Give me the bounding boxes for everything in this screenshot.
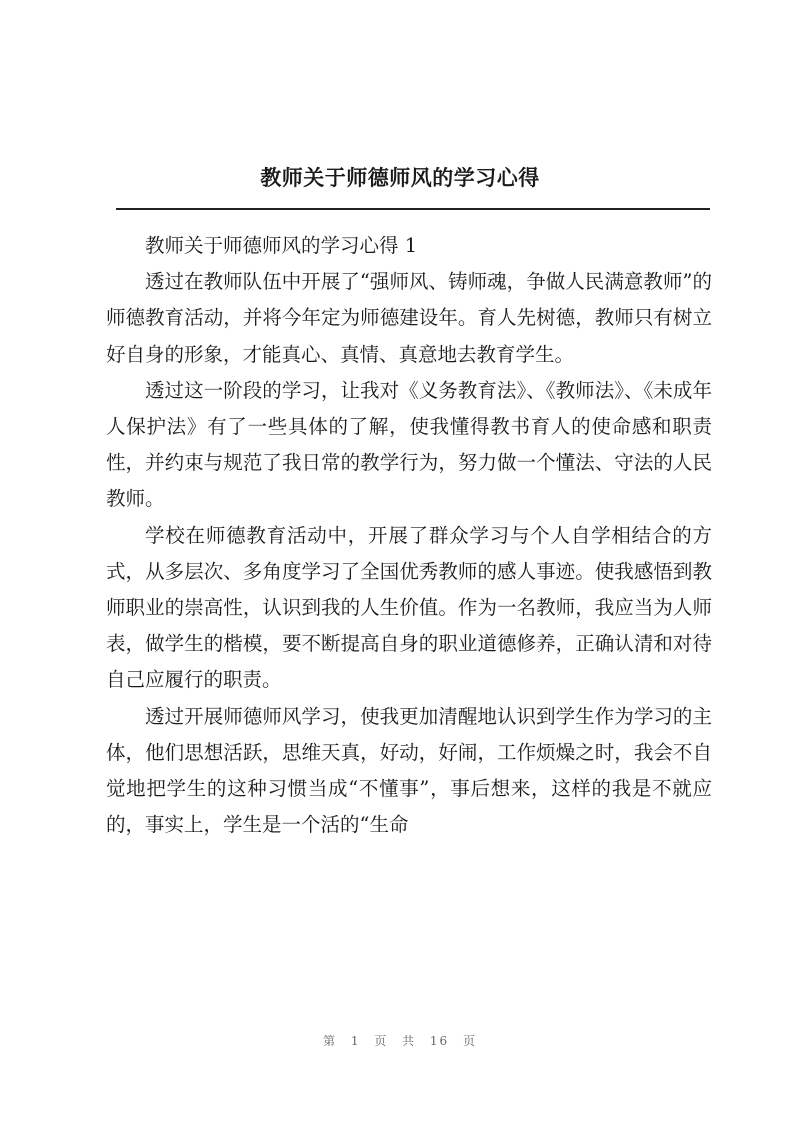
page-number-footer: 第 1 页 共 16 页: [323, 1034, 477, 1048]
title-divider: [116, 208, 710, 210]
section-heading: 教师关于师德师风的学习心得 1: [145, 234, 418, 257]
paragraph-2: 透过这一阶段的学习，让我对《义务教育法》、《教师法》、《未成年人保护法》有了一些具体的了解，使我懂得教书育人的使命感和职责性，并约束与规范了我日常的教学行为，努力做一个懂法、守法的人民教师。: [106, 378, 712, 511]
paragraph-4: 透过开展师德师风学习，使我更加清醒地认识到学生作为学习的主体，他们思想活跃，思维天真，好动，好闹，工作烦燥之时，我会不自觉地把学生的这种习惯当成“不懂事”，事后想来，这样的我是不就应的，事实上，学生是一个活的“生命: [106, 704, 712, 837]
document-body: [106, 228, 712, 843]
paragraph-1: 透过在教师队伍中开展了“强师风、铸师魂，争做人民满意教师”的师德教育活动，并将今年定为师德建设年。育人先树德，教师只有树立好自身的形象，才能真心、真情、真意地去教育学生。: [106, 270, 712, 366]
document-title: 教师关于师德师风的学习心得: [260, 165, 540, 190]
paragraph-3: 学校在师德教育活动中，开展了群众学习与个人自学相结合的方式，从多层次、多角度学习了全国优秀教师的感人事迹。使我感悟到教师职业的崇高性，认识到我的人生价值。作为一名教师，我应当为人师表，做学生的楷模，要不断提高自身的职业道德修养，正确认清和对待自己应履行的职责。: [106, 523, 712, 692]
